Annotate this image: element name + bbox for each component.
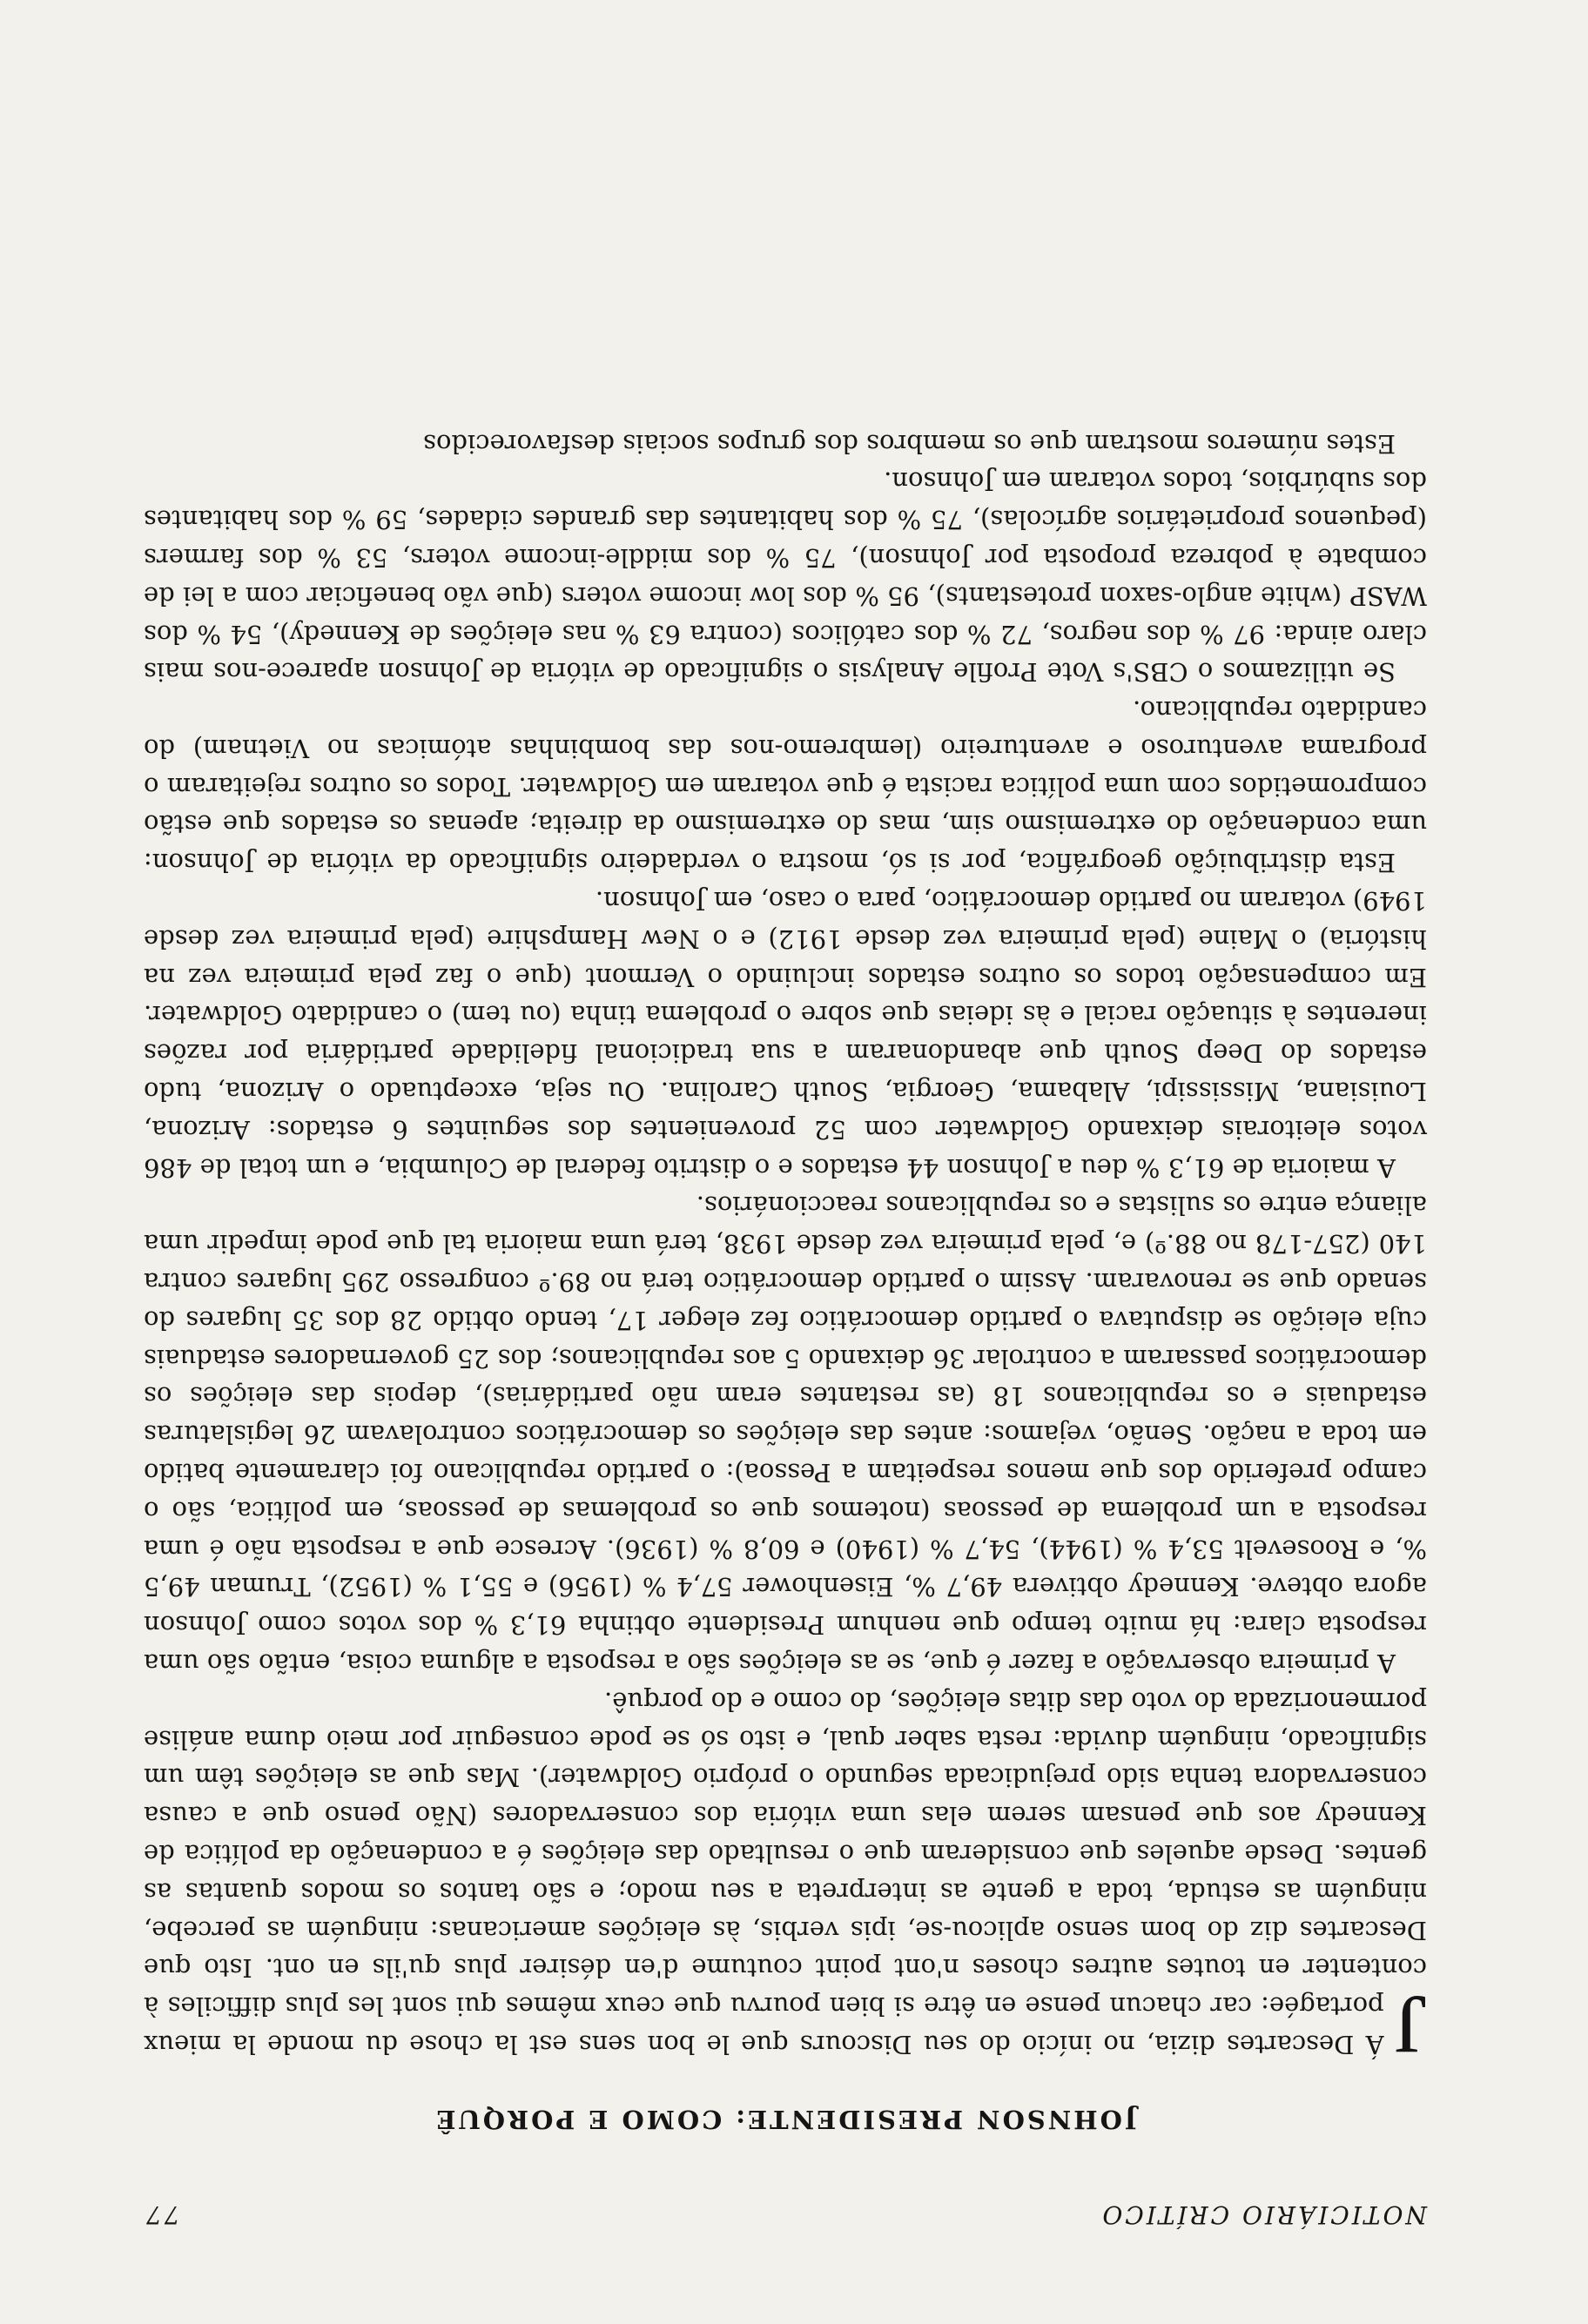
article-title: JOHNSON PRESIDENTE: COMO E PORQUÊ xyxy=(434,2105,1137,2134)
paragraph-1 xyxy=(144,1682,1427,2072)
drop-cap: J xyxy=(1394,1978,1427,2072)
paragraph-text: Á Descartes dizia, no início do seu Discours que le bon sens est la chose du monde la mieux portagée: car chacun pense en être si bien pourvu que ceux mêmes qui sont les plus difficiles à contenter en toutes autres choses n'ont point coutume d'en désirer plus qu'ils en ont. Isto que Descartes diz do bom senso aplicou-se, ipis verbis, às eleições americanas: ninguém as percebe, ninguém as estuda, toda a gente as interpreta a seu modo; e são tantos os modos quantas as gentes. Desde aqueles que consideram que o resultado das eleições é a condenação da política de Kennedy aos que pensam serem elas uma vitória dos conservadores (Não penso que a causa conservadora tenha sido prejudicada segundo o próprio Goldwater). Mas que as eleições têm um significado, ninguém duvida: resta saber qual, e isto só se pode conseguir por meio duma análise pormenorizada do voto das ditas eleições, do como e do porquê. xyxy=(144,1686,1427,2059)
paragraph-2: A primeira observação a fazer é que, se as eleições são a resposta a alguma coisa, então são uma resposta clara: há muito tempo que nenhum Presidente obtinha 61,3 % dos votos como Johnson agora obteve. Kennedy obtivera 49,7 %, Eisenhower 57,4 % (1956) e 55,1 % (1952), Truman 49,5 %, e Roosevelt 53,4 % (1944), 54,7 % (1940) e 60,8 % (1936). Acresce que a resposta não é uma resposta a um problema de pessoas (notemos que os problemas de pessoas, em política, são o campo preferido dos que menos respeitam a Pessoa): o partido republicano foi claramente batido em toda a nação. Senão, vejamos: antes das eleições os democráticos controlavam 26 legislaturas estaduais e os republicanos 18 (as restantes eram não partidárias), depois das eleições os democráticos passaram a controlar 36 deixando 5 aos republicanos; dos 25 governadores estaduais cuja eleição se disputava o partido democrático fez eleger 17, tendo obtido 28 dos 35 lugares do senado que se renovaram. Assim o partido democrático terá no 89.º congresso 295 lugares contra 140 (257-178 no 88.º) e, pela primeira vez desde 1938, terá uma maioria tal que pode impedir uma aliança entre os sulistas e os republicanos reaccionários. xyxy=(144,1191,1427,1679)
paragraph-3: A maioria de 61,3 % deu a Johnson 44 estados e o distrito federal de Columbia, e um total de 486 votos eleitorais deixando Goldwater com 52 provenientes dos seguintes 6 estados: Arizona, Louisiana, Mississipi, Alabama, Georgia, South Carolina. Ou seja, exceptuado o Arizona, tudo estados do Deep South que abandonaram a sua tradicional fidelidade partidária por razões inerentes à situação racial e às ideias que sobre o problema tinha (ou tem) o candidato Goldwater. Em compensação todos os outros estados incluindo o Vermont (que o faz pela primeira vez na história) o Maine (pela primeira vez desde 1912) e o New Hampshire (pela primeira vez desde 1949) votaram no partido democrático, para o caso, em Johnson. xyxy=(144,886,1427,1183)
running-header xyxy=(144,2200,1427,2229)
paragraph-6: Estes números mostram que os membros dos grupos sociais desfavorecidos xyxy=(423,428,1396,459)
paragraph-4: Esta distribuição geográfica, por si só, mostra o verdadeiro significado da vitória de Johnson: uma condenação do extremismo sim, mas do extremismo da direita; apenas os estados que estão comprometidos com uma política racista é que votaram em Goldwater. Todos os outros rejeitaram o programa aventuroso e aventureiro (lembremo-nos das bombinhas atómicas no Vietnam) do candidato republicano. xyxy=(144,695,1427,878)
page-number: 77 xyxy=(144,2200,180,2229)
paragraph-5: Se utilizamos o CBS's Vote Profile Analysis o significado de vitória de Johnson aparece-nos mais claro ainda: 97 % dos negros, 72 % dos católicos (contra 63 % nas eleições de Kennedy), 54 % dos WASP (white anglo-saxon protestants), 95 % dos low income voters (que vão beneficiar com a lei de combate à pobreza proposta por Johnson), 75 % dos middle-income voters, 53 % dos farmers (pequenos proprietários agrícolas), 75 % dos habitantes das grandes cidades, 59 % dos habitantes dos subúrbios, todos votaram em Johnson. xyxy=(144,467,1427,688)
article-body xyxy=(144,424,1427,2072)
running-title: NOTICIÁRIO CRÍTICO xyxy=(1100,2200,1427,2229)
